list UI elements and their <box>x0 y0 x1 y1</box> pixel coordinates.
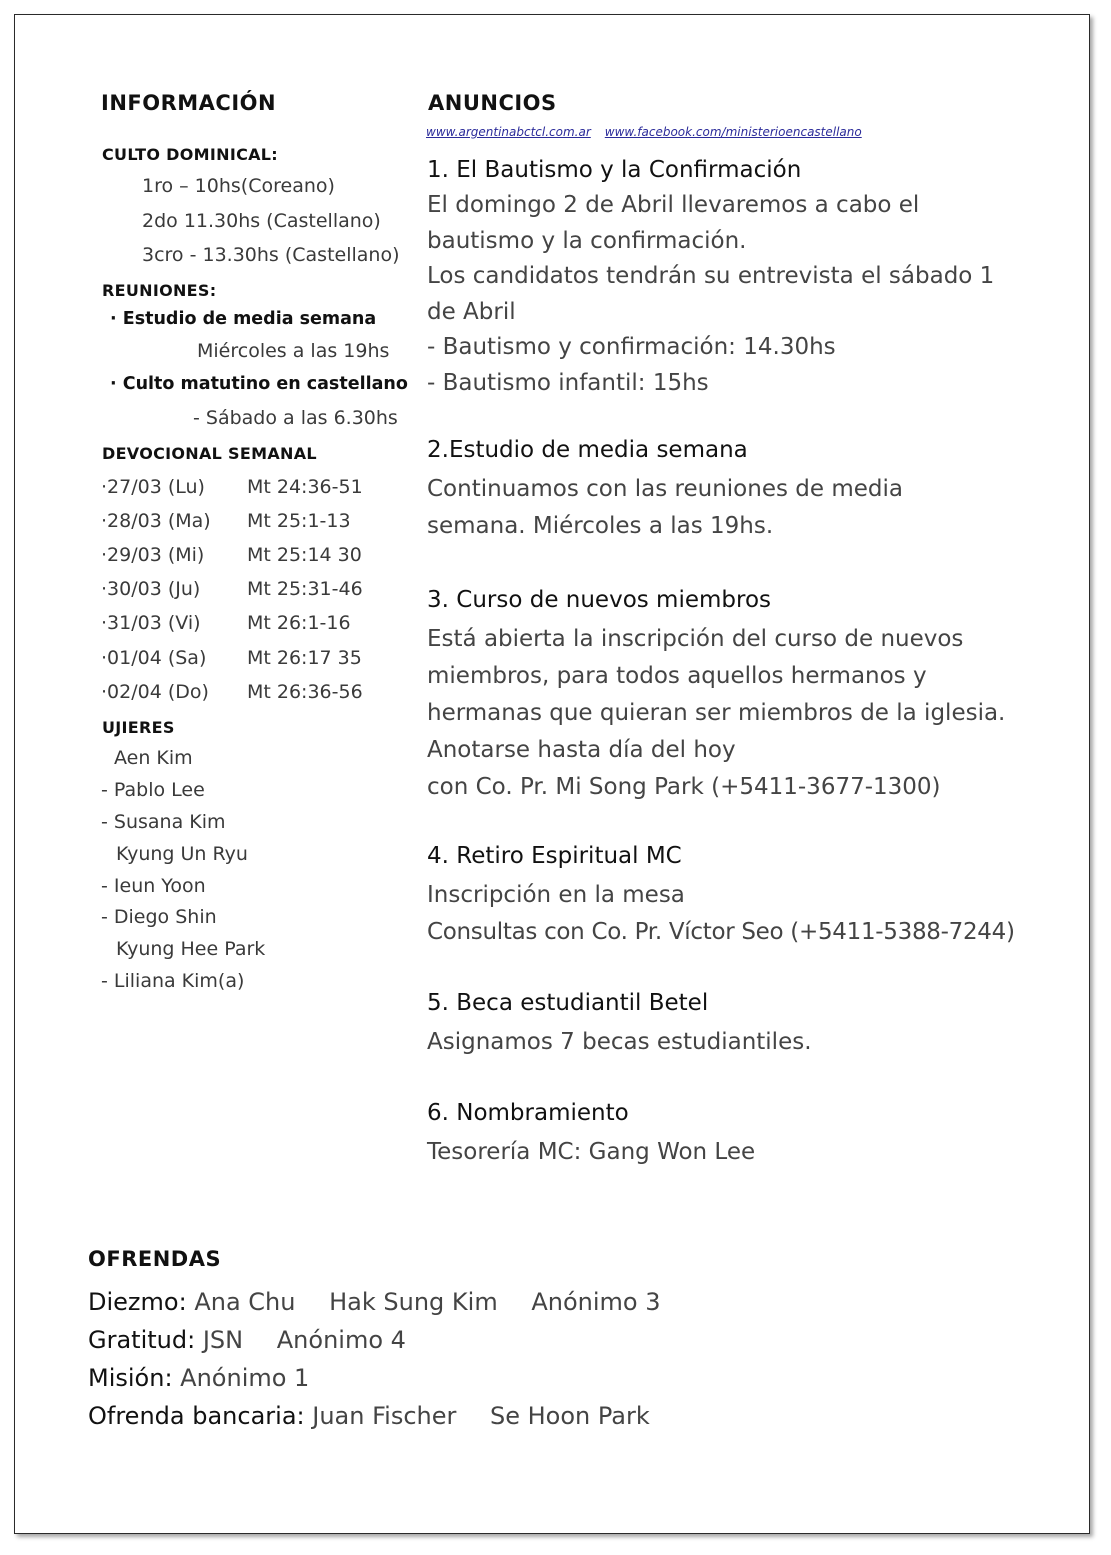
announcement-line: Continuamos con las reuniones de media <box>427 476 903 502</box>
announcement-line: Consultas con Co. Pr. Víctor Seo (+5411-5388-7244) <box>427 919 1015 945</box>
offering-name: Juan Fischer <box>312 1402 457 1430</box>
culto-heading: CULTO DOMINICAL: <box>102 145 278 164</box>
reuniones-heading: REUNIONES: <box>102 281 217 300</box>
offering-name: Ana Chu <box>194 1288 296 1316</box>
offering-row-diezmo <box>88 1288 687 1316</box>
ujier-name: - Ieun Yoon <box>101 875 206 897</box>
announcement-body <box>427 1134 1037 1171</box>
reunion-name: · Estudio de media semana <box>110 309 377 329</box>
announcement-body <box>427 621 1047 806</box>
announcement-title: 3. Curso de nuevos miembros <box>427 587 772 613</box>
announcement-line: Tesorería MC: Gang Won Lee <box>427 1139 756 1165</box>
info-title: INFORMACIÓN <box>101 91 277 115</box>
ujier-name: - Susana Kim <box>101 811 226 833</box>
ujier-name: Aen Kim <box>114 747 193 769</box>
offering-row-bancaria <box>88 1402 676 1430</box>
culto-item: 2do 11.30hs (Castellano) <box>142 210 381 232</box>
ujier-name: - Liliana Kim(a) <box>101 970 245 992</box>
announcement-body <box>427 471 1037 545</box>
announcement-line: - Bautismo y confirmación: 14.30hs <box>427 334 836 360</box>
offering-name: Se Hoon Park <box>490 1402 650 1430</box>
announcement-line: Inscripción en la mesa <box>427 882 685 908</box>
announcement-title: 4. Retiro Espiritual MC <box>427 843 682 869</box>
offering-label: Ofrenda bancaria: <box>88 1402 305 1430</box>
devocional-date: ·02/04 (Do) <box>101 681 209 703</box>
devocional-date: ·30/03 (Ju) <box>101 578 201 600</box>
announcement-title: 6. Nombramiento <box>427 1100 629 1126</box>
devocional-ref: Mt 26:36-56 <box>247 681 363 703</box>
announcement-line: Anotarse hasta día del hoy <box>427 737 736 763</box>
ujieres-heading: UJIERES <box>102 718 175 737</box>
offerings-title: OFRENDAS <box>88 1247 222 1271</box>
culto-item: 1ro – 10hs(Coreano) <box>142 175 335 197</box>
offering-name: Anónimo 4 <box>276 1326 406 1354</box>
ujier-name: - Pablo Lee <box>101 779 205 801</box>
announcement-line: de Abril <box>427 298 516 325</box>
offering-label: Gratitud: <box>88 1326 196 1354</box>
culto-item: 3cro - 13.30hs (Castellano) <box>142 244 400 266</box>
devocional-ref: Mt 25:1-13 <box>247 510 351 532</box>
announcements-title: ANUNCIOS <box>428 91 557 115</box>
website-link[interactable]: www.argentinabctcl.com.ar <box>426 125 591 139</box>
devocional-ref: Mt 26:1-16 <box>247 612 351 634</box>
ujier-name: Kyung Un Ryu <box>116 843 248 865</box>
offering-row-mision <box>88 1364 335 1392</box>
devocional-ref: Mt 24:36-51 <box>247 476 363 498</box>
offering-row-gratitud <box>88 1326 432 1354</box>
announcement-line: miembros, para todos aquellos hermanos y <box>427 663 927 689</box>
announcement-body <box>427 877 1047 951</box>
offering-name: JSN <box>202 1326 244 1354</box>
offering-label: Misión: <box>88 1364 173 1392</box>
announcement-line: Asignamos 7 becas estudiantiles. <box>427 1029 812 1055</box>
devocional-ref: Mt 25:31-46 <box>247 578 363 600</box>
devocional-ref: Mt 26:17 35 <box>247 647 362 669</box>
devocional-ref: Mt 25:14 30 <box>247 544 362 566</box>
offering-label: Diezmo: <box>88 1288 187 1316</box>
offering-name: Anónimo 3 <box>531 1288 661 1316</box>
facebook-link[interactable]: www.facebook.com/ministerioencastellano <box>604 125 862 139</box>
reunion-detail: Miércoles a las 19hs <box>197 340 390 362</box>
devocional-date: ·28/03 (Ma) <box>101 510 211 532</box>
announcement-line: hermanas que quieran ser miembros de la iglesia. <box>427 700 1006 726</box>
ujier-name: - Diego Shin <box>101 906 217 928</box>
reunion-detail: - Sábado a las 6.30hs <box>193 407 398 429</box>
announcement-line: - Bautismo infantil: 15hs <box>427 369 709 396</box>
reunion-name: · Culto matutino en castellano <box>110 374 408 394</box>
announcement-body <box>427 188 1037 401</box>
ujier-name: Kyung Hee Park <box>116 938 266 960</box>
devocional-date: ·29/03 (Mi) <box>101 544 205 566</box>
devocional-heading: DEVOCIONAL SEMANAL <box>102 444 317 463</box>
announcement-line: Está abierta la inscripción del curso de nuevos <box>427 626 964 652</box>
devocional-date: ·01/04 (Sa) <box>101 647 207 669</box>
offering-name: Hak Sung Kim <box>329 1288 498 1316</box>
announcement-links <box>426 121 876 140</box>
devocional-date: ·31/03 (Vi) <box>101 612 201 634</box>
announcement-body <box>427 1024 1037 1061</box>
announcement-title: 2.Estudio de media semana <box>427 437 748 463</box>
announcement-line: El domingo 2 de Abril llevaremos a cabo el <box>427 192 920 218</box>
announcement-line: bautismo y la confirmación. <box>427 227 747 254</box>
announcement-title: 1. El Bautismo y la Confirmación <box>427 157 802 183</box>
offering-name: Anónimo 1 <box>180 1364 310 1392</box>
announcement-line: semana. Miércoles a las 19hs. <box>427 513 774 539</box>
devocional-date: ·27/03 (Lu) <box>101 476 205 498</box>
announcement-title: 5. Beca estudiantil Betel <box>427 990 709 1016</box>
announcement-line: con Co. Pr. Mi Song Park (+5411-3677-1300) <box>427 774 941 800</box>
announcement-line: Los candidatos tendrán su entrevista el sábado 1 <box>427 263 995 289</box>
